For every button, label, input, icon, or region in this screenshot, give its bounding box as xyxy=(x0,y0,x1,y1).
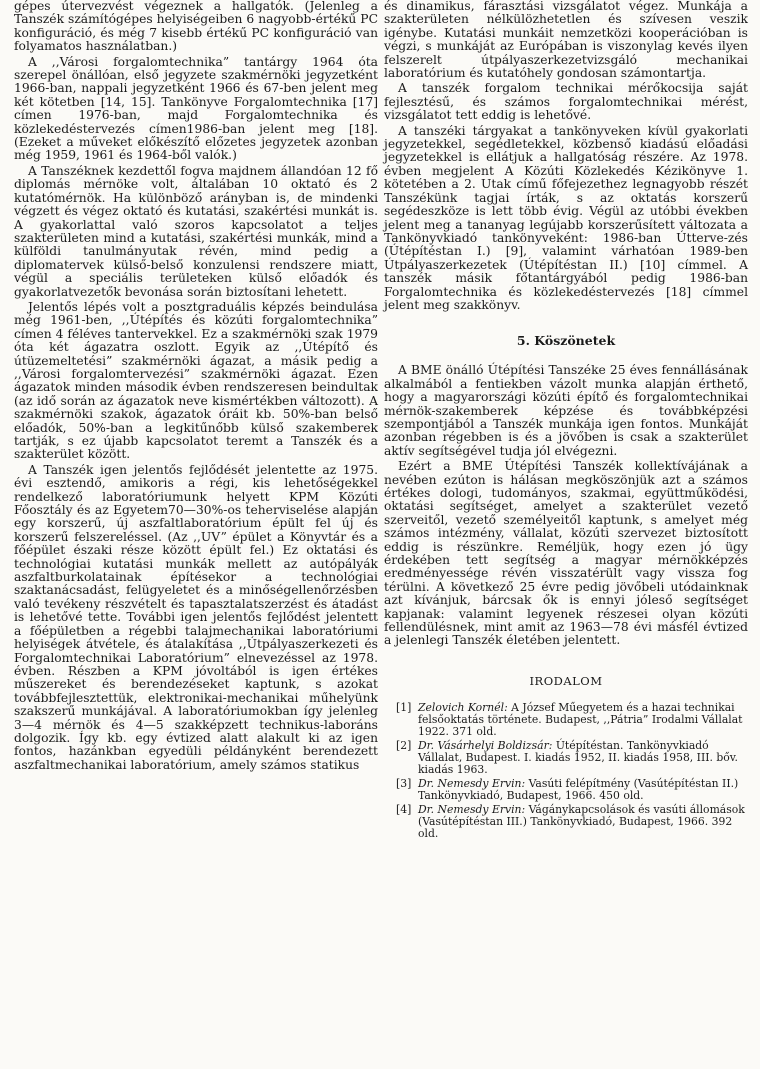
reference-number: [2] xyxy=(396,738,412,752)
reference-item xyxy=(384,804,748,840)
reference-number: [3] xyxy=(396,776,412,790)
paragraph: A Tanszéknek kezdettől fogva majdnem állandóan 12 fő diplomás mérnöke volt, általában 10 oktató és 2 kutatómérnök. Ha különböző arányban is, de mindenki végzett és végez oktató és kutatási, szakértési munkát is. A gyakorlattal való szoros kapcsolatot a teljes szakterületen mind a kutatási, szakértési munkák, mind a külföldi tanulmányutak révén, mind pedig a diplomatervek külső-belső konzulensi rendszere miatt, végül a speciális területeken külső előadók és gyakorlatvezetők bevonása során biztosítani lehetett. xyxy=(14,163,378,299)
right-column xyxy=(384,0,748,842)
references-list xyxy=(384,702,748,840)
paragraph: gépes útervezvést végeznek a hallgatók. (Jelenleg a Tanszék számítógépes helyiségeiben 6 nagyobb-értékű PC konfiguráció, és még 7 kisebb értékű PC konfiguráció van folyamatos használatban.) xyxy=(14,0,378,54)
reference-number: [4] xyxy=(396,802,412,816)
paragraph: A tanszéki tárgyakat a tankönyveken kívül gyakorlati jegyzetekkel, segédletekkel, közbenső kiadású előadási jegyzetekkel is ellátjuk a hallgatóság részére. Az 1978. évben megjelent A Közúti Közlekedés Kézikönyve 1. kötetében a 2. Utak című főfejezethez legnagyobb részét Tanszékünk tagjai írták, s az oktatás korszerű segédeszköze is lett több évig. Végül az utóbbi években jelent meg a tananyag legújabb korszerűsített változata a Tankönyvkiadó tankönyveként: 1986-ban Útterve-zés (Útépítéstan I.) [9], valamint várhatóan 1989-ben Útpályaszerkezetek (Útépítéstan II.) [10] címmel. A tanszék másik főtantárgyából pedig 1986-ban Forgalomtechnika és közlekedéstervezés [18] címmel jelent meg szakkönyv. xyxy=(384,123,748,312)
paragraph: A Tanszék igen jelentős fejlődését jelentette az 1975. évi esztendő, amikoris a régi, kis lehetőségekkel rendelkező laboratóriumunk helyett KPM Közúti Főosztály és az Egyetem70—30%-os teherviselése alapján egy korszerű, új aszfaltlaboratórium épült fel új és korszerű felszereléssel. (Az ,,UV” épület a Könyvtár és a főépület északi része között épült fel.) Ez oktatási és technológiai kutatási munkák mellett az autópályák aszfaltburkolatainak építésekor a technológiai szaktanácsadást, felügyeletet és a minőségellenőrzésben való tevékeny részvételt és tapasztalatszerzést és átadást is lehetővé tette. További igen jelentős fejlődést jelentett a főépületben a régebbi talajmechanikai laboratóriumi helyiségek átvétele, és átalakítása ,,Útpályaszerkezeti és Forgalomtechnikai Laboratórium” elnevezéssel az 1978. évben. Részben a KPM jóvoltából is igen értékes műszereket és berendezéseket kaptunk, s azokat továbbfejlesztettük, elektronikai-mechanikai műhelyünk szakszerű munkájával. A laboratóriumokban így jelenleg 3—4 mérnök és 4—5 szakképzett technikus-laboráns dolgozik. Így kb. egy évtized alatt alakult ki az igen fontos, hazánkban egyedüli példányként berendezett aszfaltmechanikai laboratórium, amely számos statikus xyxy=(14,462,378,772)
reference-text: Vágánykapcsolások és vasúti állomások (Vasútépítéstan III.) Tankönyvkiadó, Budapest, 1966. 392 old. xyxy=(418,802,745,840)
reference-item xyxy=(384,702,748,738)
paragraph: Jelentős lépés volt a posztgraduális képzés beindulása még 1961-ben, ,,Útépítés és közúti forgalomtechnika” címen 4 féléves tantervekkel. Ez a szakmérnöki szak 1979 óta két ágazatra oszlott. Egyik az ,,Útépítő és útüzemeltetési” szakmérnöki ágazat, a másik pedig a ,,Városi forgalomtervezési” szakmérnöki ágazat. Ezen ágazatok minden második évben rendszeresen beindultak (az idő során az ágazatok neve kismértékben változott). A szakmérnöki szakok, ágazatok óráit kb. 50%-ban belső előadók, 50%-ban a legkitűnőbb külső szakemberek tartják, s ez újabb kapcsolatot teremt a Tanszék és a szakterület között. xyxy=(14,299,378,462)
reference-item xyxy=(384,778,748,802)
references-title: IRODALOM xyxy=(529,673,603,688)
reference-text: Vasúti felépítmény (Vasútépítéstan II.) Tankönyvkiadó, Budapest, 1966. 450 old. xyxy=(418,776,739,802)
left-column xyxy=(14,0,378,772)
reference-author: Dr. Vásárhelyi Boldizsár: xyxy=(418,738,553,752)
reference-text: A József Műegyetem és a hazai technikai felsőoktatás története. Budapest, ,,Pátria” Irodalmi Vállalat 1922. 371 old. xyxy=(418,700,743,738)
reference-author: Zelovich Kornél: xyxy=(418,700,508,714)
reference-item xyxy=(384,740,748,776)
reference-text: Útépítéstan. Tankönyvkiadó Vállalat, Budapest. I. kiadás 1952, II. kiadás 1958, III. bőv. kiadás 1963. xyxy=(418,738,738,776)
reference-author: Dr. Nemesdy Ervin: xyxy=(418,776,526,790)
section-title: 5. Köszönetek xyxy=(516,333,616,349)
paragraph: A tanszék forgalom technikai mérőkocsija saját fejlesztésű, és számos forgalomtechnikai mérést, vizsgálatot tett eddig is lehetővé. xyxy=(384,81,748,123)
paragraph: A ,,Városi forgalomtechnika” tantárgy 1964 óta szerepel önállóan, első jegyzete szakmérnöki jegyzetként 1966-ban, nappali jegyzetként 1966 és 67-ben jelent meg két kötetben [14, 15]. Tankönyve Forgalomtechnika [17] címen 1976-ban, majd Forgalomtechnika és közlekedéstervezés címen1986-ban jelent meg [18]. (Ezeket a műveket előkészítő előzetes jegyzetek azonban még 1959, 1961 és 1964-ből valók.) xyxy=(14,54,378,163)
reference-author: Dr. Nemesdy Ervin: xyxy=(418,802,526,816)
paragraph: és dinamikus, fárasztási vizsgálatot végez. Munkája a szakterületen nélkülözhetetlen és szívesen veszik igénybe. Kutatási munkáit nemzetközi kooperációban is végzi, s munkáját az Európában is viszonylag kevés ilyen felszerelt útpályaszerkezetvizsgáló mechanikai laboratórium és kutatóhely gondosan számontartja. xyxy=(384,0,748,81)
paragraph: Ezért a BME Útépítési Tanszék kollektívájának a nevében ezúton is hálásan megköszönjük azt a számos értékes dologi, tudományos, szakmai, együttműködési, oktatási segítséget, amelyet a szakterület vezető szerveitől, vezető személyeitől kaptunk, s amelyet még számos intézmény, vállalat, közúti szervezet biztosított eddig is részünkre. Reméljük, hogy ezen jó ügy érdekében tett segítség a magyar mérnökképzés eredményessége révén visszatérült vagy vissza fog térülni. A következő 25 évre pedig jövőbeli utódainknak azt kívánjuk, bárcsak ők is ennyi jóleső segítséget kapjanak: valamint legyenek részesei olyan közúti fellendülésnek, mint amit az 1963—78 évi másfél évtized a jelenlegi Tanszék életében jelentett. xyxy=(384,459,748,648)
reference-number: [1] xyxy=(396,700,412,714)
paragraph: A BME önálló Útépítési Tanszéke 25 éves fennállásának alkalmából a fentiekben vázolt munka alapján érthető, hogy a magyarországi közúti építő és forgalomtechnikai mérnök-szakemberek képzése és továbbképzési szempontjából a Tanszék munkája igen fontos. Munkáját azonban régebben is és a jövőben is csak a szakterület aktív segítségével tudja jól elvégezni. xyxy=(384,363,748,458)
